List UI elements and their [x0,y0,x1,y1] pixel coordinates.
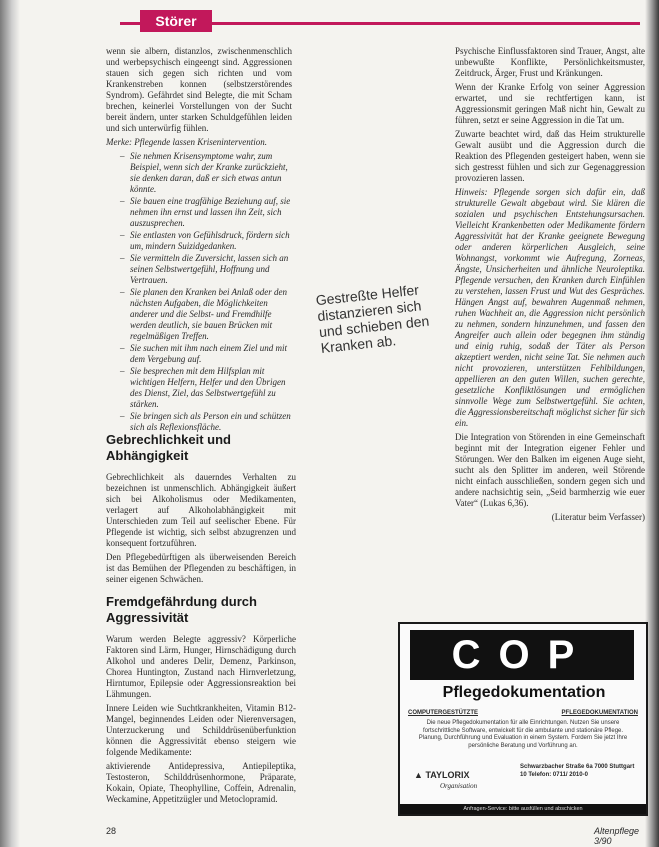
list-item: – Sie planen den Kranken bei Anlaß oder den nächsten Aufgaben, die Möglichkeiten anderer und die Selbst- und Fremdhilfe werden deutlich, sie bauen Brücken mit regelmäßigen Treffen. [130,287,292,342]
merke-note: Merke: Pflegende lassen Krisenintervention. [106,137,267,147]
paragraph: Wenn der Kranke Erfolg von seiner Aggression erwartet, und sie rechtfertigen kann, ist Aggressionsmit geringen Maß nicht hin, Gewalt zu führen, setzt er seine Aggression in die Tat um. [455,82,645,125]
list-item: – Sie besprechen mit dem Hilfsplan mit wichtigen Helfern, Helfer und den Übrigen des Dienst, Ziel, das Selbstwertgefühl zu stärken. [130,366,292,410]
heading-aggressivitaet: Fremdgefährdung durch Aggressivität [106,594,257,625]
list-item: – Sie bauen eine tragfähige Beziehung auf, sie nehmen ihn ernst und lassen ihn Zeit, sich auszusprechen. [130,196,292,229]
left-column [106,46,292,434]
intro-paragraph: wenn sie albern, distanzlos, zwischenmenschlich und werbepsychisch eingeengt sind. Aggressionen stauen sich gegen sich richten und vom Krankenstreben konnen (selbstzerstörendes Syndrom). Gefährdet sind Belegte, die mit Scham brechen, keinerlei Vorstellungen von der Sucht bereit ändern, unter starken Schuldgefühlen leiden und sich unterwürfig fühlen. [106,46,292,133]
cop-advertisement[interactable] [398,622,648,816]
paragraph: aktivierende Antidepressiva, Antiepileptika, Testosteron, Schilddrüsenhormone, Präparate, Kokain, Opiate, Theophylline, Coffein, Adrenalin, Weckamine, Appetitzügler und Metoclopramid. [106,761,296,804]
paragraph: Zuwarte beachtet wird, daß das Heim strukturelle Gewalt ausübt und die Aggression durch die Reaktion des Pflegenden gesteigert haben, wenn sie sich gestresst fühlen und sich zur Gegenaggression provozieren lassen. [455,129,645,183]
literature-note: (Literatur beim Verfasser) [551,512,645,522]
paragraph: Gebrechlichkeit als dauerndes Verhalten zu bezeichnen ist unmenschlich. Abhängigkeit äußert sich bei Alkoholismus oder Medikamenten, verlagert auf Alkoholabhängigkeit mit Unterschieden zum Teil auf seelischer Ebene. Für Pflegende ist wichtig, sich selbst abzugrenzen und konsequent fortzuführen. [106,472,296,548]
taylorix-tagline: Organisation [440,782,478,790]
section-gebrechlichkeit [106,432,296,588]
taylorix-logo-text: TAYLORIX [425,770,470,780]
ad-subheading-right: PFLEGEDOKUMENTATION [561,710,638,716]
list-item: – Sie vermitteln die Zuversicht, lassen sich an seinen Selbstwertgefühl, Hoffnung und Vertrauen. [130,253,292,286]
pull-quote: Gestreßte Helfer distanzieren sich und schieben den Kranken ab. [314,281,430,356]
section-tab: Störer [140,10,212,32]
ad-product-title: Pflegedokumentation [442,684,606,701]
section-aggressivitaet [106,594,296,808]
right-column [455,46,645,526]
triangle-icon: ▲ [414,770,423,780]
ad-subheading-left: COMPUTERGESTÜTZTE [408,710,478,716]
hinweis-note: Hinweis: Pflegende sorgen sich dafür ein, daß strukturelle Gewalt abgebaut wird. Sie klären die sozialen und psychischen Entstehungsursachen. Vielleicht Krankenbetten oder Medikamente fördern Aggressivität hat der Kranke geeignete Bewegung oder anderen körperlichen Ausgleich, seine Wohnangst, vorkommt wie Aufregung, Zorneas, Ängste, Unsicherheiten und ähnliche Neuroleptika. Pflegende versuchen, den Kranken durch Einfühlen zu verstehen, lassen Frust und Wut des Gespräches. Hängen Angst auf, bewahren Augenmaß nehmen, ruhen Wachheit an, die Aggression nicht persönlich zu nehmen, sondern hinzunehmen, und fassen den Angreifer auch allein oder begegnen ihm ständig und einig ruhig, sodaß der Täter als Person akzeptiert werden, nicht seine Tat. Sie nehmen auch nicht provozieren, unterstützen Fehlbildungen, appellieren an den guten Willen, suchen gerechte, gesetzliche Konfliktlösungen und ermöglichen sinnvolle Wege zum Selbstwertgefühl. Sie achten, die Aggressionsbereitschaft möglichst sicher für sich ein. [455,187,645,428]
paragraph: Psychische Einflussfaktoren sind Trauer, Angst, alte unbewußte Konflikte, Persönlichkeitsmuster, Zeitdruck, Ärger, Frust und Kränkungen. [455,46,645,78]
ad-brand-logo: COP [410,630,634,680]
page-binding-shadow [0,0,20,847]
heading-gebrechlichkeit: Gebrechlichkeit und Abhängigkeit [106,432,231,463]
paragraph: Den Pflegebedürftigen als überweisenden Bereich ist das Bemühen der Pflegenden zu beschäftigen, in seiner eigenen Schwächen. [106,552,296,584]
list-item: – Sie entlasten von Gefühlsdruck, fördern sich um, mindern Suizidgedanken. [130,230,292,252]
ad-subheading-row [408,710,638,716]
paragraph: Innere Leiden wie Suchtkrankheiten, Vitamin B12-Mangel, beginnendes Leiden oder Nierenversagen, Unterzuckerung und Schilddrüsenüberfunktion können die Aggressivität ebenso steigern wie folgende Medikamente: [106,703,296,757]
crisis-list [106,151,292,433]
paragraph: Die Integration von Störenden in eine Gemeinschaft beginnt mit der Integration eigener Fehler und Störungen. Wer den Balken im eigenen Auge sieht, sucht als den Splitter im anderen, weil Störende nicht einfach ausschließen, sondern gegen sich und andere nachsichtig sein, „Seid barmherzig wie euer Vater“ (Lukas 6,36). [455,432,645,508]
ad-address: Schwarzbacher Straße 6a 7000 Stuttgart 10 Telefon: 0711/ 2010-0 [520,764,635,778]
journal-footer: Altenpflege 3/90 [594,826,640,846]
list-item: – Sie nehmen Krisensymptome wahr, zum Beispiel, wenn sich der Kranke zurückzieht, sie denken daran, daß er sich etwas antun könnte. [130,151,292,195]
ad-description: Die neue Pflegedokumentation für alle Einrichtungen. Nutzen Sie unsere fortschrittliche Software, entwickelt für die ambulante und stationäre Pflege. Planung, Durchführung und Evaluation in einem System. Fordern Sie jetzt Ihre persönliche Beratung und Vorführung an. [418,720,628,749]
list-item: – Sie suchen mit ihm nach einem Ziel und mit dem Vergebung auf. [130,343,292,365]
list-item: – Sie bringen sich als Person ein und schützen sich als Reflexionsfläche. [130,411,292,433]
page-number: 28 [106,826,117,836]
ad-footer: Anfragen-Service: bitte ausfüllen und abschicken [400,804,646,814]
taylorix-logo [414,770,469,780]
paragraph: Warum werden Belegte aggressiv? Körperliche Faktoren sind Lärm, Hunger, Hirnschädigung durch Alkohol und anderes Delir, Demenz, Parkinson, Chorea Huntington, Zustand nach Hirnverletzung, Hirntumor, Epilepsie oder Aggressionsreaktion bei Lähmungen. [106,634,296,699]
